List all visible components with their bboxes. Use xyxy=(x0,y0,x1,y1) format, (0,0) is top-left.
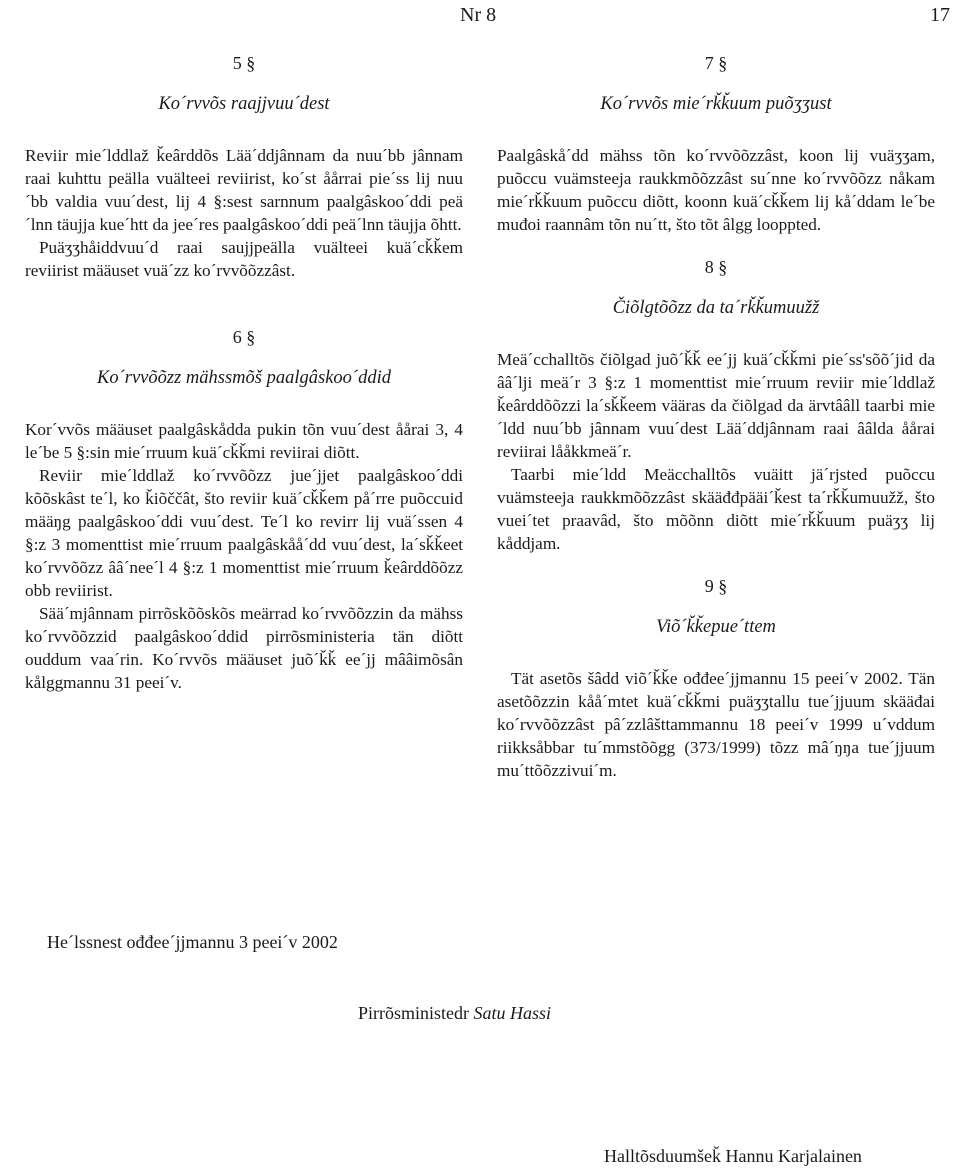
section-title: Ko´rvvõõzz mähssmõš paalgâskoo´ddid xyxy=(97,368,391,388)
paragraph: Puäʒʒhåiddvuu´d raai saujjpeälla vuälteei kuä´cǩǩem reviirist määuset vuä´zz ko´rvvõõzzâst. xyxy=(25,238,463,280)
section-title: Čiõlgtõõzz da ta´rǩǩumuužž xyxy=(612,298,820,318)
page-number: 17 xyxy=(930,4,950,26)
paragraph: Tät asetõs šâdd viõ´ǩǩe ođđee´jjmannu 15 peei´v 2002. Tän asetõõzzin kåå´mtet kuä´cǩǩmi puäʒʒtallu tue´jjuum skääđai ko´rvvõõzzâst pâ´zzlâšttammannu 18 peei´v 1999 u´vddum riikksåbbar tu´mmstõõgg (373/1999) tõzz mâ´ŋŋa tue´jjuum mu´ttõõzzivui´m. xyxy=(497,669,935,780)
section-9 xyxy=(497,575,935,782)
paragraph: Sää´mjânnam pirrõskõõskõs meärrad ko´rvvõõzzin da mähss ko´rvvõõzzid paalgâskoo´ddid pirrõsministeria tän diõtt ouddum vaa´rin. Ko´rvvõs määuset juõ´ǩǩ ee´jj mââimõsân kålggmannu 31 peei´v. xyxy=(25,604,463,692)
left-column xyxy=(25,52,463,694)
section-6 xyxy=(25,326,463,694)
section-7 xyxy=(497,52,935,236)
section-number: 7 § xyxy=(704,53,728,73)
section-title: Ko´rvvõs raajjvuu´dest xyxy=(158,94,330,114)
section-number: 8 § xyxy=(704,257,728,277)
minister-title: Pirrõsministedr xyxy=(358,1003,469,1023)
minister-name: Satu Hassi xyxy=(473,1003,552,1023)
section-number: 9 § xyxy=(704,576,728,596)
section-number: 5 § xyxy=(232,53,256,73)
section-8 xyxy=(497,256,935,555)
signature-official: Halltõsduumšeǩ Hannu Karjalainen xyxy=(604,1146,862,1166)
paragraph: Taarbi mie´ldd Meäcchalltõs vuäitt jä´rjsted puõccu vuämsteeja raukkmõõzzâst skääđđpääi´ǩest ta´rǩǩumuužž, što vuei´tet praavâd, što mõõnn diõtt mie´rǩǩuum puäʒʒ lij kåddjam. xyxy=(497,465,935,553)
paragraph: Kor´vvõs määuset paalgâskådda pukin tõn vuu´dest åårai 3, 4 le´be 5 §:sin mie´rruum kuä´cǩǩmi reviirai diõtt. xyxy=(25,420,463,462)
section-5 xyxy=(25,52,463,282)
paragraph: Reviir mie´lddlaž ǩeârddõs Lää´ddjânnam da nuu´bb jânnam raai kuhttu peälla vuälteei reviirist, ko´st åårrai pie´ss lij nuu´bb valdia vuu´dest, lij 4 §:sest sarnnum paalgâskoo´ddi peä´lnn täujja kue´htt da jee´res paalgâskoo´ddi peä´lnn täujja õhtt. xyxy=(25,146,463,234)
right-column xyxy=(497,52,935,782)
section-number: 6 § xyxy=(232,327,256,347)
signature-minister xyxy=(358,1003,551,1024)
page-header-issue: Nr 8 xyxy=(460,4,497,26)
signature-place-date: He´lssnest ođđee´jjmannu 3 peei´v 2002 xyxy=(47,932,338,952)
paragraph: Paalgâskå´dd mähss tõn ko´rvvõõzzâst, koon lij vuäʒʒam, puõccu vuämsteeja raukkmõõzzâst su´nne ko´rvvõõzz nåkam mie´rǩǩuum puõccu diõtt, koonn kuä´cǩǩem lij kå´ddam le´be muđoi raannâm tõn nu´tt, što tõt âlgg looppted. xyxy=(497,146,935,234)
paragraph: Meä´cchalltõs čiõlgad juõ´ǩǩ ee´jj kuä´cǩǩmi pie´ss'sõõ´jid da ââ´lji meä´r 3 §:z 1 momenttist mie´rruum reviir mie´lddlaž ǩeârddõõzzi la´sǩǩeem vääras da čiõlgad da ärvtââll taarbi mie´ldd nuu´bb jânnam vuu´dest Lää´ddjânnam raai ââlda åårai reviirai lååkkmeä´r. xyxy=(497,350,935,461)
paragraph: Reviir mie´lddlaž ko´rvvõõzz jue´jjet paalgâskoo´ddi kõõskâst te´l, ko ǩiõččât, što reviir kuä´cǩǩem på´rre puõccuid määŋg paalgâskoo´ddi vuu´dest. Te´l ko revirr lij vuä´ssen 4 §:z 3 momenttist mie´rruum paalgâskåå´dd vuu´dest, la´sǩǩeet ko´rvvõõzz ââ´nee´l 4 §:z 1 momenttist mie´rruum ǩeârddõõzz obb reviirist. xyxy=(25,466,463,600)
section-title: Ko´rvvõs mie´rǩǩuum puõʒʒust xyxy=(600,94,832,114)
section-title: Viõ´ǩǩepue´ttem xyxy=(656,617,776,637)
